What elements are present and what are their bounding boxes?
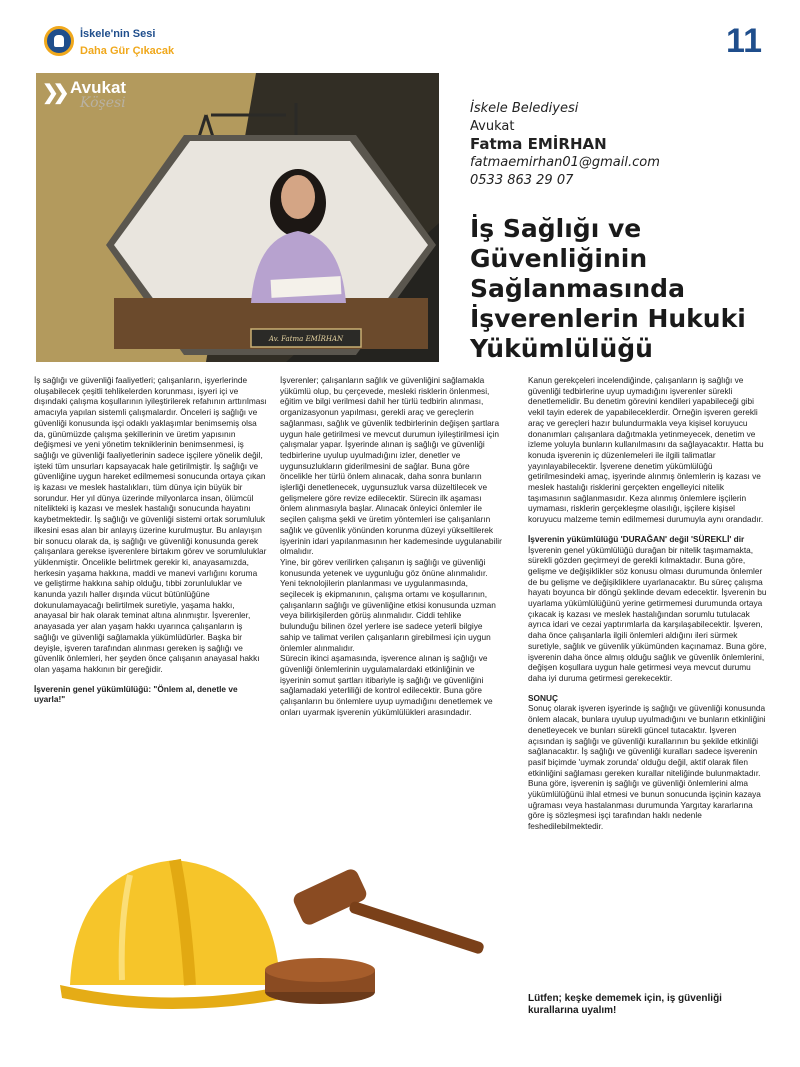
banner-artwork: [36, 73, 439, 362]
page-number: 11: [726, 22, 762, 60]
subheading: SONUÇ: [528, 692, 558, 703]
paragraph: Yine, bir görev verilirken çalışanın iş sağlığı ve güvenliği konusunda yetenek ve uygunluğu göz önüne alınmalıdır. Yeni teknolojilerin planlanması ve uygulanmasında, seçilecek iş ekipmanının, çalışma ortamı ve koşullarının, çalışanların sağlığı ve güvenliğine etkisi konusunda uzman veya bilirkişilerden görüş alınmalıdır. Ciddi tehlike bulunduğu bilinen özel yerlere ise sadece yeterli bilgiye sahip ve talimat verilen çalışanların girebilmesi için uygun önlemler alınmalıdır.: [280, 556, 496, 653]
headline-line: Sağlanmasında: [470, 274, 685, 303]
logo-icon: [44, 26, 74, 56]
article-headline: [470, 214, 770, 364]
headline-line: İşverenlerin Hukuki: [470, 304, 746, 333]
author-phone: 0533 863 29 07: [470, 173, 574, 188]
chevron-right-icon: ❯❯: [42, 82, 64, 104]
author-name: Fatma EMİRHAN: [470, 135, 607, 153]
article-column-3: [528, 375, 768, 832]
paragraph: İşverenler; çalışanların sağlık ve güvenliğini sağlamakla yükümlü olup, bu çerçevede, mesleki risklerin önlenmesi, eğitim ve bilgi verilmesi dahil her türlü tedbirin alınması, organizasyonun yapılması, gerekli araç ve gereçlerin sağlanması, sağlık ve güvenlik tedbirlerinin değişen şartlara uygun hale getirilmesi ve mevcut durumun iyileştirilmesi için çalışmalar yapar. İşyerinde alınan iş sağlığı ve güvenliği tedbirlerine uyulup uyulmadığını izler, denetler ve uygunsuzlukların giderilmesini de sağlar. Buna göre öncelikle her türlü önlem alınacak, daha sonra bunların işlerliği denetlenecek, uygunsuzluk varsa düzeltilecek ve gelişmelere göre revize edilecektir. Sürecin ilk aşaması önlem alınmasıyla başlar. Alınacak önleyici önlemler ile seçilen çalışma şekli ve üretim yöntemleri ise çalışanların sağlık ve güvenlik yönünden korunma düzeyi yükseltilerek işyerinin idari yapılanmasının her kademesinde uygulanabilir olmalıdır.: [280, 375, 502, 557]
headline-line: Yükümlülüğü: [470, 334, 653, 363]
author-email[interactable]: fatmaemirhan01@gmail.com: [470, 155, 660, 170]
subheading: İşverenin yükümlülüğü 'DURAĞAN' değil 'SÜREKLİ' dir: [528, 533, 745, 544]
paragraph: Sonuç olarak işveren işyerinde iş sağlığı ve güvenliği konusunda önlem alacak, bunlara uyulup uyulmadığını ve bunların etkinliğini denetleyecek ve bunları sürekli güncel tutacaktır. İşveren açısından iş sağlığı ve güvenliği kurallarının bu şekilde etkinliği sağlanacaktır. İş sağlığı ve güvenliği kuralları sadece işverenin pasif biçimde 'uymak zorunda' olduğu değil, aktif olarak filen etkinliğini sağlaması gereken kurallar niteliğinde bulunmaktadır. Buna göre, işverenin iş sağlığı ve güvenliği önlemlerini alma yükümlülüğünü ihlal etmesi ve bunun sonucunda işçinin kazaya uğraması veya hastalanması durumunda Yargıtay kararlarına göre iş sözleşmesi işçi tarafından haklı nedenle feshedilebilmektedir.: [528, 703, 766, 832]
headline-line: Güvenliğinin: [470, 244, 648, 273]
subheading: İşverenin genel yükümlülüğü: "Önlem al, denetle ve uyarla!": [34, 683, 238, 705]
hardhat-icon: [60, 860, 290, 1009]
hardhat-gavel-illustration: [60, 820, 500, 1020]
article-column-2: [280, 375, 502, 718]
gavel-icon: [265, 867, 485, 1004]
brand-line-1: İskele'nin Sesi: [80, 28, 156, 40]
closing-statement: Lütfen; keşke dememek için, iş güvenliği kurallarına uyalım!: [528, 993, 722, 1016]
banner-subtitle: Köşesi: [80, 95, 126, 111]
headline-line: İş Sağlığı ve: [470, 214, 642, 243]
author-role: Avukat: [470, 119, 515, 134]
paragraph: Sürecin ikinci aşamasında, işverence alınan iş sağlığı ve güvenliği önlemlerinin uygulamalardaki etkinliğinin ve işyerinin somut şartları itibariyle iş sağlığı ve güvenliğini sağlamadaki yeterliliği de kontrol edilecektir. Buna göre çalışanların bu önlemlere uyup uymadığını denetlemek ve onları uyarmak işverenin yükümlülükleri arasındadır.: [280, 653, 493, 717]
brand-line-2: Daha Gür Çıkacak: [80, 45, 175, 57]
paragraph: Kanun gerekçeleri incelendiğinde, çalışanların iş sağlığı ve güvenliği tedbirlerine uyup uymadığını işverenler sürekli denetlemelidir. Bu denetim görevini kendileri yapabileceği gibi vekil tayin ederek de yapabileceklerdir. Örneğin işveren gerekli araç ve gereçleri hazır bulundurmakla veya kişisel koruyucu donanımları çalışanlara dağıtmakla yetinmeyecek, denetim ve izleme yoluyla bunların kullanılmasını da sağlayacaktır. Hatta bu konuda işverenin iç düzenlemeleri ile ilgili talimatlar yayınlayabilecektir. İşverene denetim yükümlülüğü getirilmesindeki amaç, işyerinde alınmış önlemlerin iş kazası ve meslek hastalığı risklerini gerçekten engelleyici nitelik taşımasının sağlanmasıdır. Keza alınmış önlemlere işçilerin uymaması, risklerin gerçekleşme olasılığı, işçilere kişisel koruyucu malzeme temin edilmemesi durumuyla aynı orandadır.: [528, 375, 764, 525]
paragraph: İş sağlığı ve güvenliği faaliyetleri; çalışanların, işyerlerinde oluşabilecek çeşitli tehlikelerden korunması, işyeri içi ve dışındaki çalışma koşullarının iyileştirilerek refahının arttırılması amacıyla yapılan sistemli çalışmalardır. Önceleri iş sağlığı ve güvenliği konusunda işçi odaklı yaklaşımlar benimsemiş olsa da, günümüzde çalışma şekillerinin ve üretim yapısının değişmesi ve yeni yönetim tekniklerinin benimsenmesi, iş sağlığı ve güvenliği faaliyetlerinin sadece işçilere yönelik değil, işteki tüm unsurları kapsayacak hale getirilmiştir. İş sağlığı ve güvenliğine uygun hareket edilmemesi sonucunda ortaya çıkan iş kazası ve meslek hastalıkları, tüm dünya için büyük bir sorundur. Her yıl dünya üzerinde milyonlarca insan, ölümcül nitelikteki iş kazası ve meslek hastalığı sonucunda hayatını kaybetmektedir. İş sağlığı ve güvenliği sistemi ortak sorumluluk ilkesini esas alan bir anlayış üzerine kurulmuştur. Bu anlayışın bir sonucu olarak da, iş sağlığı ve güvenliği konusunda gerek çalışanlara gerekse işverenlere birtakım görev ve sorumluluklar yüklenmiştir. Öncelikle belirtmek gerekir ki, anayasamızda, herkesin yaşama hakkına, maddi ve manevi varlığını koruma ve geliştirme hakkına sahip olduğu, tıbbi zorunluluklar ve kanunda yazılı haller dışında vücut bütünlüğüne dokunulamayacağı belirtilmek suretiyle, yaşama hakkı, anayasal bir hak olarak teminat altına alınmıştır. İşverenler, anayasada yer alan yaşam hakkı uyarınca çalışanların iş sağlığı ve güvenliği sağlamakla yükümlüdürler. Başka bir deyişle, işveren tarafından alınması gereken iş sağlığı ve güvenlik önlemleri, her şeyden önce çalışanın anayasal hakkı olan yaşama hakkının bir gereğidir.: [34, 375, 267, 674]
column-banner: [36, 73, 439, 362]
article-column-1: [34, 375, 268, 705]
paragraph: İşverenin genel yükümlülüğü durağan bir nitelik taşımamakta, sürekli gözden geçirmeyi de gerekli kılmaktadır. Buna göre, gelişme ve değişiklikler söz konusu olması durumunda önlemler de bu gelişme ve değişikliklere uyarlanacaktır. Bu süreç çalışma hayatı boyunca bir döngü şeklinde devam edecektir. İşverenin bu uyarlama yükümlülüğünü yerine getirmemesi durumunda ortaya çıkacak iş kazası ve meslek hastalığından sorumlu tutulacak ayrıca idari ve cezai yaptırımlarla da karşılaşabilecektir. İşveren, daha önce çalışanlarla ilgili önlemleri aldığını ileri sürmek suretiyle, sağlık ve güvenlik yükümünden kaçınamaz. Buna göre, işverenin daha önce almış olduğu sağlık ve güvenlik önlemlerini, değişen koşullara uygun hale getirmesi veya mevcut durumu daha iyi duruma getirmesi gerekecektir.: [528, 544, 767, 683]
banner-title: Avukat: [70, 78, 127, 97]
nameplate-text: Av. Fatma EMİRHAN: [268, 335, 344, 343]
author-org: İskele Belediyesi: [470, 101, 579, 116]
